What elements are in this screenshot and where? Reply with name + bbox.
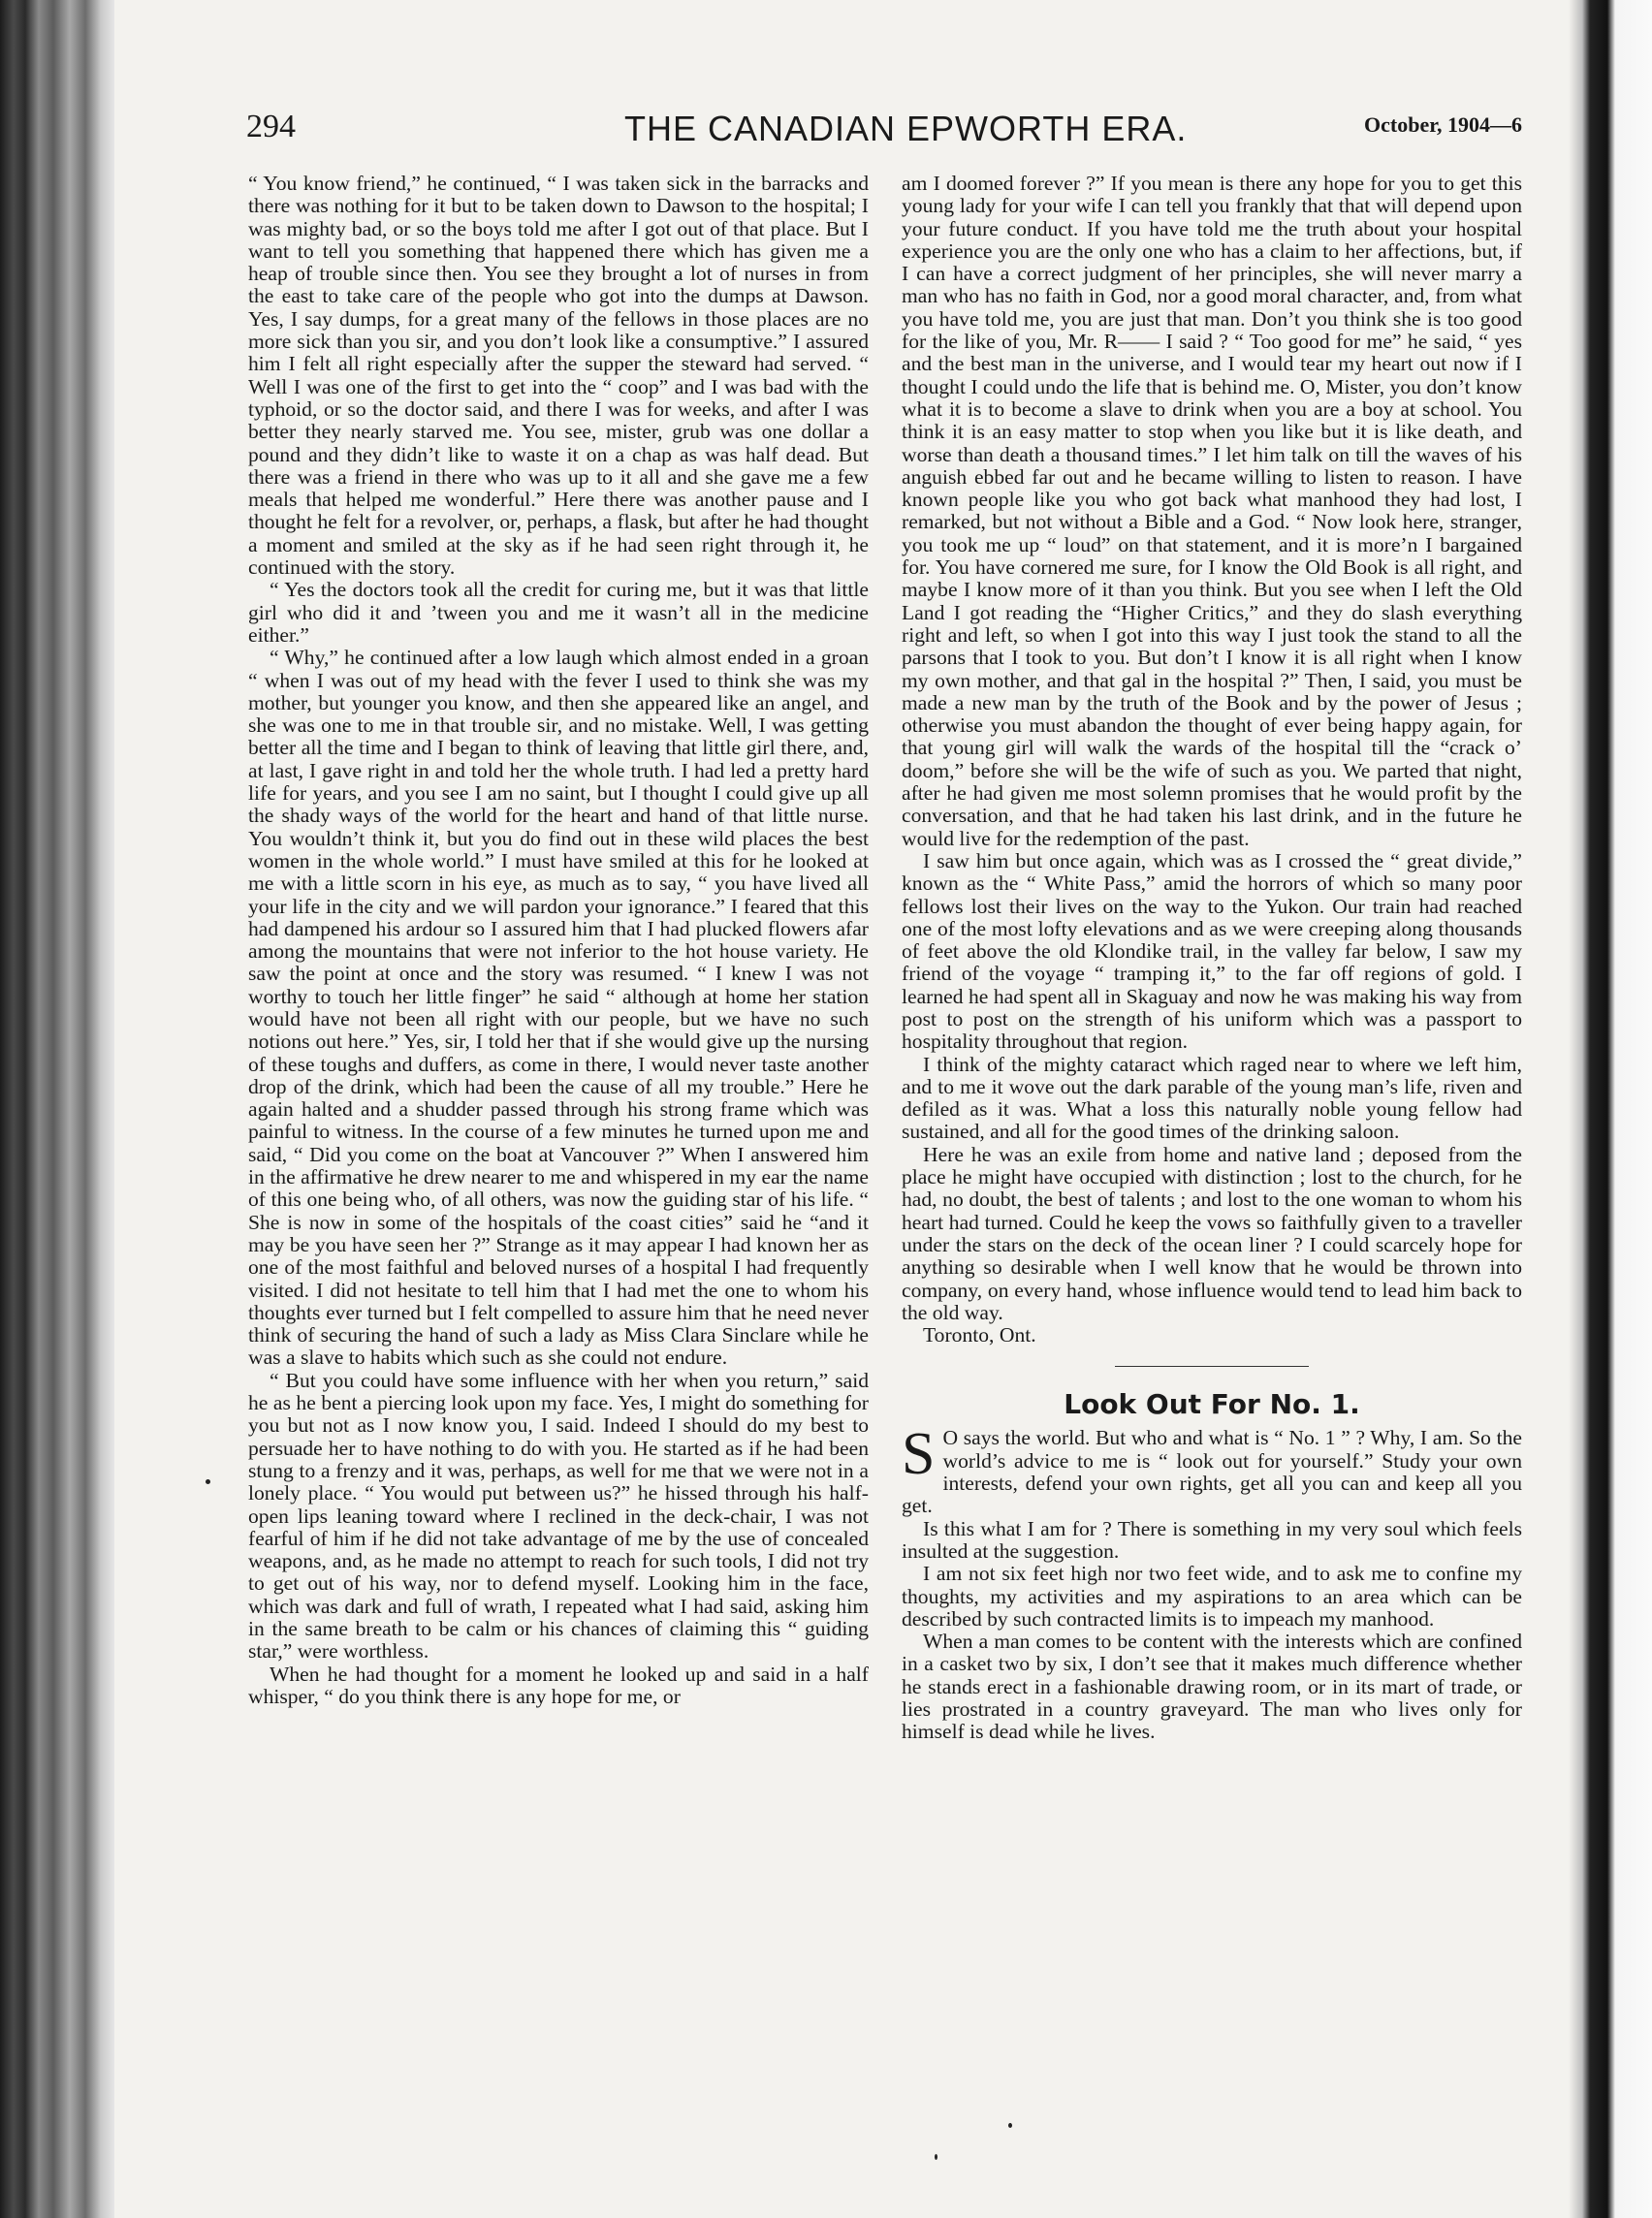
article-first-paragraph: [902, 1421, 1522, 1518]
paragraph: “ But you could have some influence with her when you return,” said he as he bent a piercing look upon my face. Yes, I might do something for you but not as I now know you, I said. Indeed I should do my best to persuade her to have nothing to do with you. He started as if he had been stung to a frenzy and it was, perhaps, as well for me that we were not in a lonely place. “ You would put between us?” he hissed through his half-open lips leaning toward where I reclined in the deck-chair, I was not fearful of him if he did not take advantage of me by the use of concealed weapons, and, as he made no attempt to reach for such tools, I did not try to get out of his way, nor to defend myself. Looking him in the face, which was dark and full of wrath, I repeated what I had said, asking him in the same breath to be calm or his chances of claiming this “ guiding star,” were worthless.: [248, 1368, 869, 1664]
scan-speck: [1008, 2123, 1012, 2128]
scan-speck: [206, 1479, 210, 1484]
article-first-paragraph-text: O says the world. But who and what is “ No. 1 ” ? Why, I am. So the world’s advice to me is “ look out for yourself.” Study your own interests, defend your own rights, get all you can and keep all you get.: [902, 1426, 1522, 1518]
paragraph: When a man comes to be content with the interests which are confined in a casket two by six, I don’t see that it makes much difference whether he stands erect in a fashionable drawing room, or in its mart of trade, or lies prostrated in a country graveyard. The man who lives only for himself is dead while he lives.: [902, 1630, 1522, 1744]
article-heading: Look Out For No. 1.: [1064, 1388, 1360, 1421]
paragraph: When he had thought for a moment he looked up and said in a half whisper, “ do you think there is any hope for me, or: [248, 1662, 869, 1708]
issue-date: October, 1904—6: [1364, 112, 1522, 137]
paragraph: Is this what I am for ? There is something in my very soul which feels insulted at the suggestion.: [902, 1516, 1522, 1563]
paragraph: Here he was an exile from home and native land ; deposed from the place he might have occupied with distinction ; lost to the church, for he had, no doubt, the best of talents ; and lost to the one woman to whom his heart had turned. Could he keep the vows so faithfully given to a traveller under the stars on the deck of the ocean liner ? I could scarcely hope for anything so desirable when I well know that he would be thrown into company, on every hand, whose influence would tend to lead him back to the old way.: [902, 1142, 1522, 1324]
paragraph: “ Why,” he continued after a low laugh which almost ended in a groan “ when I was out of my head with the fever I used to think she was my mother, but younger you know, and then she appeared like an angel, and she was one to me in that trouble sir, and no mistake. Well, I was getting better all the time and I began to think of leaving that little girl there, and, at last, I gave right in and told her the whole truth. I had led a pretty hard life for years, and you see I am no saint, but I thought I could give up all the shady ways of the world for the heart and hand of that little nurse. You wouldn’t think it, but you do find out in these wild places the best women in the whole world.” I must have smiled at this for he looked at me with a little scorn in his eye, as much as to say, “ you have lived all your life in the city and we will pardon your ignorance.” I feared that this had dampened his ardour so I assured him that I had plucked flowers afar among the mountains that were not inferior to the hot house variety. He saw the point at once and the story was resumed. “ I knew I was not worthy to touch her little finger” he said “ although at home her station would have not been all right with our people, but we have no such notions out here.” Yes, sir, I told her that if she would give up the nursing of these toughs and duffers, as come in there, I would never taste another drop of the drink, which had been the cause of all my trouble.” Here he again halted and a shudder passed through his strong frame which was painful to witness. In the course of a few minutes he turned upon me and said, “ Did you come on the boat at Vancouver ?” When I answered him in the affirmative he drew nearer to me and whispered in my ear the name of this one being who, of all others, was now the guiding star of his life. “ She is now in some of the hospitals of the coast cities” said he “and it may be you have seen her ?” Strange as it may appear I had known her as one of the most faithful and beloved nurses of a hospital I had frequently visited. I did not hesitate to tell him that I had met the one to whom his thoughts ever turned but I felt compelled to assure him that he need never think of securing the hand of such a lady as Miss Clara Sinclare while he was a slave to habits which such as she could not endure.: [248, 646, 869, 1370]
paragraph: I am not six feet high nor two feet wide, and to ask me to confine my thoughts, my activities and my aspirations to an area which can be described by such contracted limits is to impeach my manhood.: [902, 1562, 1522, 1631]
page-header: [246, 105, 1522, 153]
drop-cap: S: [902, 1421, 936, 1488]
right-column: [902, 173, 1522, 1744]
paragraph: I saw him but once again, which was as I crossed the “ great divide,” known as the “ White Pass,” amid the horrors of which so many poor fellows lost their lives on the way to the Yukon. Our train had reached one of the most lofty elevations and as we were creeping along thousands of feet above the old Klondike trail, in the valley far below, I saw my friend of the voyage “ tramping it,” to the far off regions of gold. I learned he had spent all in Skaguay and now he was making his way from post to post on the strength of his uniform which was a passport to hospitality throughout that region.: [902, 848, 1522, 1054]
paragraph: “ You know friend,” he continued, “ I was taken sick in the barracks and there was nothing for it but to be taken down to Dawson to the hospital; I was mighty bad, or so the boys told me after I got out of that place. But I want to tell you something that happened there which has given me a heap of trouble since then. You see they brought a lot of nurses in from the east to take care of the people who got into the dumps at Dawson. Yes, I say dumps, for a great many of the fellows in those places are no more sick than you sir, and you don’t look like a consumptive.” I assured him I felt all right especially after the supper the steward had served. “ Well I was one of the first to get into the “ coop” and I was bad with the typhoid, or so the doctor said, and there I was for weeks, and after I was better they nearly starved me. You see, mister, grub was one dollar a pound and they didn’t like to waste it on a chap as was half dead. But there was a friend in there who was up to it all and she gave me a few meals that helped me wonderful.” Here there was another pause and I thought he felt for a revolver, or, perhaps, a flask, but after he had thought a moment and smiled at the sky as if he had seen right through it, he continued with the story.: [248, 172, 869, 580]
section-divider: [1115, 1366, 1309, 1367]
book-binding-shadow: [0, 0, 114, 2218]
page-number: 294: [246, 109, 296, 144]
signoff: Toronto, Ont.: [923, 1323, 1036, 1347]
page-edge: [1569, 0, 1652, 2218]
scan-speck: [935, 2154, 937, 2160]
paragraph: “ Yes the doctors took all the credit for curing me, but it was that little girl who did it and ’tween you and me it wasn’t all in the medicine either.”: [248, 578, 869, 647]
journal-title: THE CANADIAN EPWORTH ERA.: [624, 109, 1188, 148]
left-column: [248, 173, 869, 1708]
paragraph: am I doomed forever ?” If you mean is there any hope for you to get this young lady for your wife I can tell you frankly that that will depend upon your future conduct. If you have told me the truth about your hospital experience you are the only one who has a claim to her affections, but, if I can have a correct judgment of her principles, she will never marry a man who has no faith in God, nor a good moral character, and, from what you have told me, you are just that man. Don’t you think she is too good for the like of you, Mr. R—— I said ? “ Too good for me” he said, “ yes and the best man in the universe, and I would tear my heart out now if I thought I could undo the life that is behind me. O, Mister, you don’t know what it is to become a slave to drink when you are a boy at school. You think it is an easy matter to stop when you like but it is like death, and worse than death a thousand times.” I let him talk on till the waves of his anguish ebbed far out and he became willing to listen to reason. I have known people like you who got back what manhood they had lost, I remarked, but not without a Bible and a God. “ Now look here, stranger, you took me up “ loud” on that statement, and it is more’n I bargained for. You have cornered me sure, for I know the Old Book is all right, and maybe I know more of it than you think. But you see when I left the Old Land I got reading the “Higher Critics,” and they do slash everything right and left, so when I got into this way I just took the stand to all the parsons that I took to you. But don’t I know it is all right when I know my own mother, and that gal in the hospital ?” Then, I said, you must be made a new man by the truth of the Book and by the power of Jesus ; otherwise you must abandon the thought of ever being happy again, for that young girl will walk the wards of the hospital till the “crack o’ doom,” before she will be the wife of such as you. We parted that night, after he had given me most solemn promises that he would profit by the conversation, and that he had taken his last drink, and in the future he would live for the redemption of the past.: [902, 172, 1522, 850]
paragraph: I think of the mighty cataract which raged near to where we left him, and to me it wove out the dark parable of the young man’s life, riven and defiled as it was. What a loss this naturally noble young fellow had sustained, and all for the good times of the drinking saloon.: [902, 1052, 1522, 1144]
